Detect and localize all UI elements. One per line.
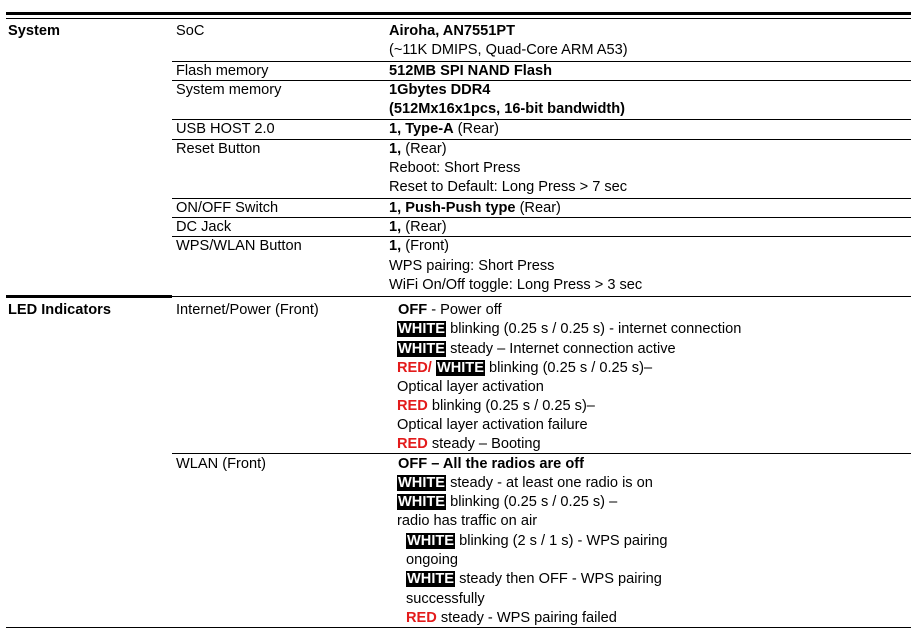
reset-long: Reset to Default: Long Press > 7 sec [389,179,628,195]
reset-short: Reboot: Short Press [389,160,521,176]
led-internet-optical-fail: Optical layer activation failure [397,417,588,433]
led-internet-red-white: RED/ WHITE blinking (0.25 s / 0.25 s)– [397,360,653,376]
reset-value: 1, (Rear) [389,141,447,157]
led-internet-white-blink: WHITE blinking (0.25 s / 0.25 s) - internet connection [398,321,742,337]
led-wlan-wps-failed: RED steady - WPS pairing failed [406,610,617,626]
usb-value: 1, Type-A (Rear) [389,121,500,137]
soc-value: Airoha, AN7551PT [389,23,515,39]
row-label-onoff: ON/OFF Switch [176,200,279,216]
soc-detail: (~11K DMIPS, Quad-Core ARM A53) [389,42,628,58]
wps-long: WiFi On/Off toggle: Long Press > 3 sec [389,277,643,293]
section-led-indicators: LED Indicators [8,302,111,318]
row-label-dc-jack: DC Jack [176,219,232,235]
led-internet-optical: Optical layer activation [397,379,544,395]
row-divider [172,119,911,120]
led-internet-off: OFF - Power off [398,302,502,318]
row-label-reset: Reset Button [176,141,261,157]
led-wlan-successfully: successfully [406,591,485,607]
led-wlan-white-steady: WHITE steady - at least one radio is on [398,475,653,491]
top-rule [6,12,911,15]
memory-detail: (512Mx16x1pcs, 16-bit bandwidth) [389,101,625,117]
led-wlan-off: OFF – All the radios are off [398,456,584,472]
top-rule-thin [6,18,911,19]
row-label-soc: SoC [176,23,205,39]
row-divider [172,453,911,454]
led-wlan-ongoing: ongoing [406,552,458,568]
row-label-flash: Flash memory [176,63,269,79]
led-wlan-traffic: radio has traffic on air [397,513,538,529]
flash-value: 512MB SPI NAND Flash [389,63,553,79]
led-wlan-wps-blink: WHITE blinking (2 s / 1 s) - WPS pairing [407,533,668,549]
led-wlan-wps-success: WHITE steady then OFF - WPS pairing [407,571,662,587]
onoff-value: 1, Push-Push type (Rear) [389,200,561,216]
led-internet-red-blink: RED blinking (0.25 s / 0.25 s)– [397,398,595,414]
row-label-wps: WPS/WLAN Button [176,238,302,254]
led-internet-white-steady: WHITE steady – Internet connection active [398,341,676,357]
led-internet-red-steady: RED steady – Booting [397,436,541,452]
dcjack-value: 1, (Rear) [389,219,447,235]
section-system: System [8,23,60,39]
row-label-wlan: WLAN (Front) [176,456,266,472]
row-label-system-memory: System memory [176,82,282,98]
row-divider [172,296,911,297]
row-label-internet-power: Internet/Power (Front) [176,302,319,318]
wps-short: WPS pairing: Short Press [389,258,555,274]
memory-value: 1Gbytes DDR4 [389,82,491,98]
row-divider [172,139,911,140]
wps-value: 1, (Front) [389,238,450,254]
section-divider [6,295,172,298]
led-wlan-white-blink: WHITE blinking (0.25 s / 0.25 s) – [398,494,618,510]
row-label-usb: USB HOST 2.0 [176,121,275,137]
